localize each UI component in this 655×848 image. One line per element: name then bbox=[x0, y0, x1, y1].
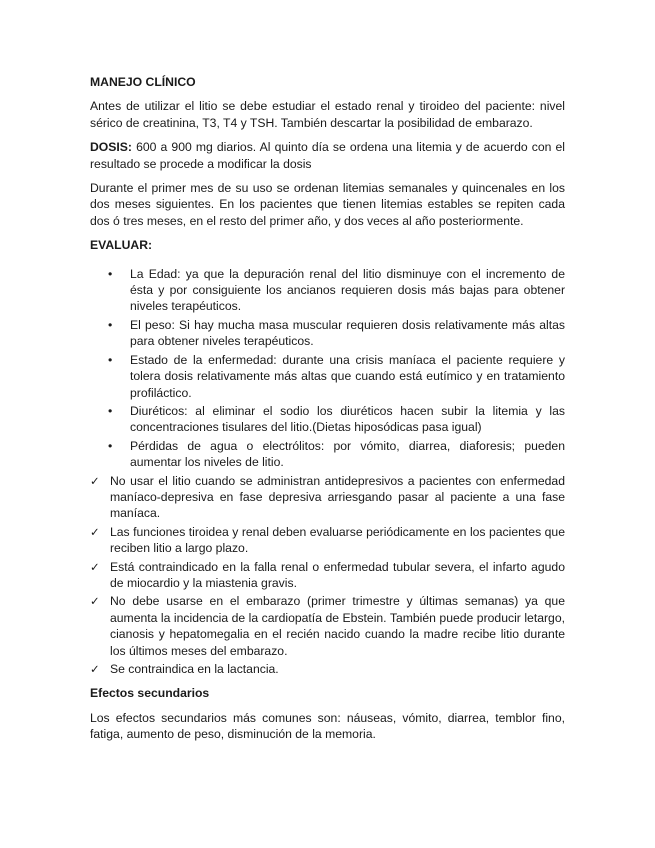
intro-paragraph: Antes de utilizar el litio se debe estudiar el estado renal y tiroideo del paciente: nivel sérico de creatinina, T3, T4 y TSH. También descartar la posibilidad de embarazo. bbox=[90, 99, 565, 130]
section-title: MANEJO CLÍNICO bbox=[90, 75, 196, 89]
checkmark-icon: ✓ bbox=[90, 473, 100, 488]
efectos-heading: Efectos secundarios bbox=[90, 686, 210, 701]
check-item bbox=[90, 661, 565, 677]
check-text: No debe usarse en el embarazo (primer trimestre y últimas semanas) ya que aumenta la incidencia de la cardiopatía de Ebstein. También puede producir letargo, cianosis y hepatomegalia en el recién nacido cuando la madre recibe litio durante los últimos meses del embarazo. bbox=[110, 594, 565, 658]
check-item bbox=[90, 473, 565, 522]
bullet-text: La Edad: ya que la depuración renal del litio disminuye con el incremento de ésta y por consiguiente los ancianos requieren dosis más bajas para obtener niveles terapéuticos. bbox=[130, 266, 565, 314]
efectos-paragraph: Los efectos secundarios más comunes son: náuseas, vómito, diarrea, temblor fino, fatiga, aumento de peso, disminución de la memoria. bbox=[90, 710, 565, 742]
bullet-text: El peso: Si hay mucha masa muscular requieren dosis relativamente más altas para obtener niveles terapéuticos. bbox=[130, 317, 565, 349]
bullet-item bbox=[108, 403, 565, 436]
bullet-item bbox=[108, 352, 565, 401]
check-text: Está contraindicado en la falla renal o enfermedad tubular severa, el infarto agudo de miocardio y la miastenia gravis. bbox=[110, 559, 565, 590]
bullet-icon: • bbox=[108, 266, 113, 281]
check-text: No usar el litio cuando se administran antidepresivos a pacientes con enfermedad maníaco-depresiva en fase depresiva arriesgando pasar al paciente a una fase maníaca. bbox=[110, 473, 565, 521]
bullet-text: Pérdidas de agua o electrólitos: por vómito, diarrea, diaforesis; pueden aumentar los niveles de litio. bbox=[130, 438, 565, 470]
bullet-icon: • bbox=[108, 317, 113, 332]
bullet-text: Diuréticos: al eliminar el sodio los diuréticos hacen subir la litemia y las concentraciones tisulares del litio.(Dietas hiposódicas pasa igual) bbox=[130, 403, 565, 435]
bullet-item bbox=[108, 266, 565, 315]
bullet-icon: • bbox=[108, 352, 113, 367]
bullet-text: Estado de la enfermedad: durante una crisis maníaca el paciente requiere y tolera dosis relativamente más altas que cuando está eutímico y en tratamiento profiláctico. bbox=[130, 352, 565, 400]
check-item bbox=[90, 593, 565, 659]
check-text: Se contraindica en la lactancia. bbox=[110, 662, 279, 676]
dosis-label: DOSIS: bbox=[90, 140, 132, 155]
evaluar-check-list bbox=[90, 473, 565, 678]
evaluar-bullet-list bbox=[90, 266, 565, 471]
bullet-icon: • bbox=[108, 438, 113, 453]
bullet-icon: • bbox=[108, 403, 113, 418]
checkmark-icon: ✓ bbox=[90, 524, 100, 539]
bullet-item bbox=[108, 438, 565, 471]
monitoring-paragraph: Durante el primer mes de su uso se ordenan litemias semanales y quincenales en los dos meses siguientes. En los pacientes que tienen litemias estables se repiten cada dos ó tres meses, en el resto del primer año, y dos veces al año posteriormente. bbox=[90, 181, 565, 228]
checkmark-icon: ✓ bbox=[90, 559, 100, 574]
check-item bbox=[90, 524, 565, 557]
evaluar-heading: EVALUAR: bbox=[90, 238, 153, 253]
bullet-item bbox=[108, 317, 565, 350]
dosis-paragraph bbox=[90, 139, 565, 172]
checkmark-icon: ✓ bbox=[90, 594, 100, 609]
document-page bbox=[90, 74, 565, 751]
check-text: Las funciones tiroidea y renal deben evaluarse periódicamente en los pacientes que reciben litio a largo plazo. bbox=[110, 524, 565, 556]
checkmark-icon: ✓ bbox=[90, 662, 100, 676]
dosis-text: 600 a 900 mg diarios. Al quinto día se ordena una litemia y de acuerdo con el resultado se procede a modificar la dosis bbox=[90, 140, 565, 171]
check-item bbox=[90, 559, 565, 592]
